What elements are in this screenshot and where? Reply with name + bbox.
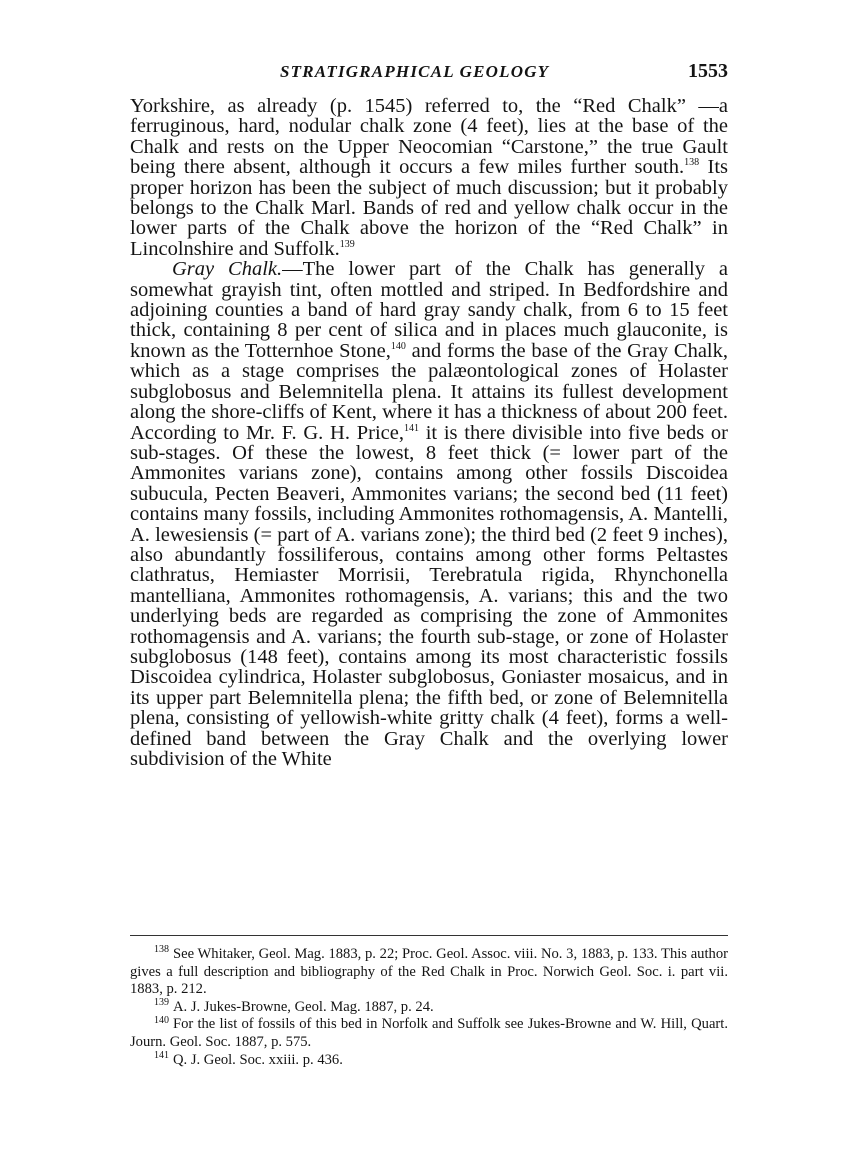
footnote-text: For the list of fossils of this bed in Norfolk and Suffolk see Jukes-Browne and W. Hill, Quart. Journ. Geol. Soc. 1887, p. 575. xyxy=(130,1016,728,1050)
footnotes xyxy=(130,946,728,1069)
text-run: Its proper horizon has been the subject of much discussion; but it probably belongs to the Chalk Marl. Bands of red and yellow chalk occur in the lower parts of the Chalk above the horizon of the “Red Chalk” in Lincolnshire and Suffolk. xyxy=(130,156,728,260)
page-number: 1553 xyxy=(688,60,728,82)
running-title: STRATIGRAPHICAL GEOLOGY xyxy=(280,62,550,81)
footnote-number: 140 xyxy=(154,1014,169,1026)
text-run: Yorkshire, as already (p. 1545) referred to, the “Red Chalk” —a ferruginous, hard, nodular chalk zone (4 feet), lies at the base of the Chalk and rests on the Upper Neocomian “Carstone,” the true Gault being there absent, although it occurs a few miles further south. xyxy=(130,95,728,179)
footnote-text: Q. J. Geol. Soc. xxiii. p. 436. xyxy=(173,1051,343,1068)
footnote-text: See Whitaker, Geol. Mag. 1883, p. 22; Proc. Geol. Assoc. viii. No. 3, 1883, p. 133. This author gives a full description and bibliography of the Red Chalk in Proc. Norwich Geol. Soc. i. part vii. 1883, p. 212. xyxy=(130,946,728,998)
footnote xyxy=(130,1049,728,1070)
footnote-reference: 140 xyxy=(390,341,406,353)
body-text xyxy=(130,96,728,769)
footnote-number: 139 xyxy=(154,996,169,1008)
paragraph xyxy=(130,96,728,259)
footnote-reference: 139 xyxy=(339,239,355,251)
footnote xyxy=(130,996,728,1017)
footnote-text: A. J. Jukes-Browne, Geol. Mag. 1887, p. 24. xyxy=(173,998,434,1015)
paragraph xyxy=(130,259,728,769)
text-run: it is there divisible into five beds or sub-stages. Of these the lowest, 8 feet thick (= lower part of the Ammonites varians zone), contains among other fossils Discoidea subucula, Pecten Beaveri, Ammonites varians; the second bed (11 feet) contains many fossils, including Ammonites rothomagensis, A. Mantelli, A. lewesiensis (= part of A. varians zone); the third bed (2 feet 9 inches), also abundantly fossiliferous, contains among other forms Peltastes clathratus, Hemiaster Morrisii, Terebratula rigida, Rhynchonella mantelliana, Ammonites rothomagensis, A. varians; this and the two underlying beds are regarded as comprising the zone of Ammonites rothomagensis and A. varians; the fourth sub-stage, or zone of Holaster subglobosus (148 feet), contains among its most characteristic fossils Discoidea cylindrica, Holaster subglobosus, Goniaster mosaicus, and in its upper part Belemnitella plena; the fifth bed, or zone of Belemnitella plena, consisting of yellowish-white gritty chalk (4 feet), forms a well-defined band between the Gray Chalk and the overlying lower subdivision of the White xyxy=(130,421,728,770)
text-run: —The lower part of the Chalk has generally a somewhat grayish tint, often mottled and striped. In Bedfordshire and adjoining counties a band of hard gray sandy chalk, from 6 to 15 feet thick, containing 8 per cent of silica and in places much glauconite, is known as the Totternhoe Stone, xyxy=(130,258,728,362)
section-subheading: Gray Chalk. xyxy=(172,258,283,281)
footnote xyxy=(130,1016,728,1051)
footnote-number: 138 xyxy=(154,944,169,956)
footnote-rule xyxy=(130,935,728,936)
page-header xyxy=(130,56,728,86)
footnote-reference: 141 xyxy=(403,422,419,434)
footnote-reference: 138 xyxy=(684,157,700,169)
text-run: and forms the base of the Gray Chalk, which as a stage comprises the palæontological zones of Holaster subglobosus and Belemnitella plena. It attains its fullest development along the shore-cliffs of Kent, where it has a thickness of about 200 feet. According to Mr. F. G. H. Price, xyxy=(130,339,728,444)
footnote-number: 141 xyxy=(154,1049,169,1061)
footnote xyxy=(130,946,728,999)
